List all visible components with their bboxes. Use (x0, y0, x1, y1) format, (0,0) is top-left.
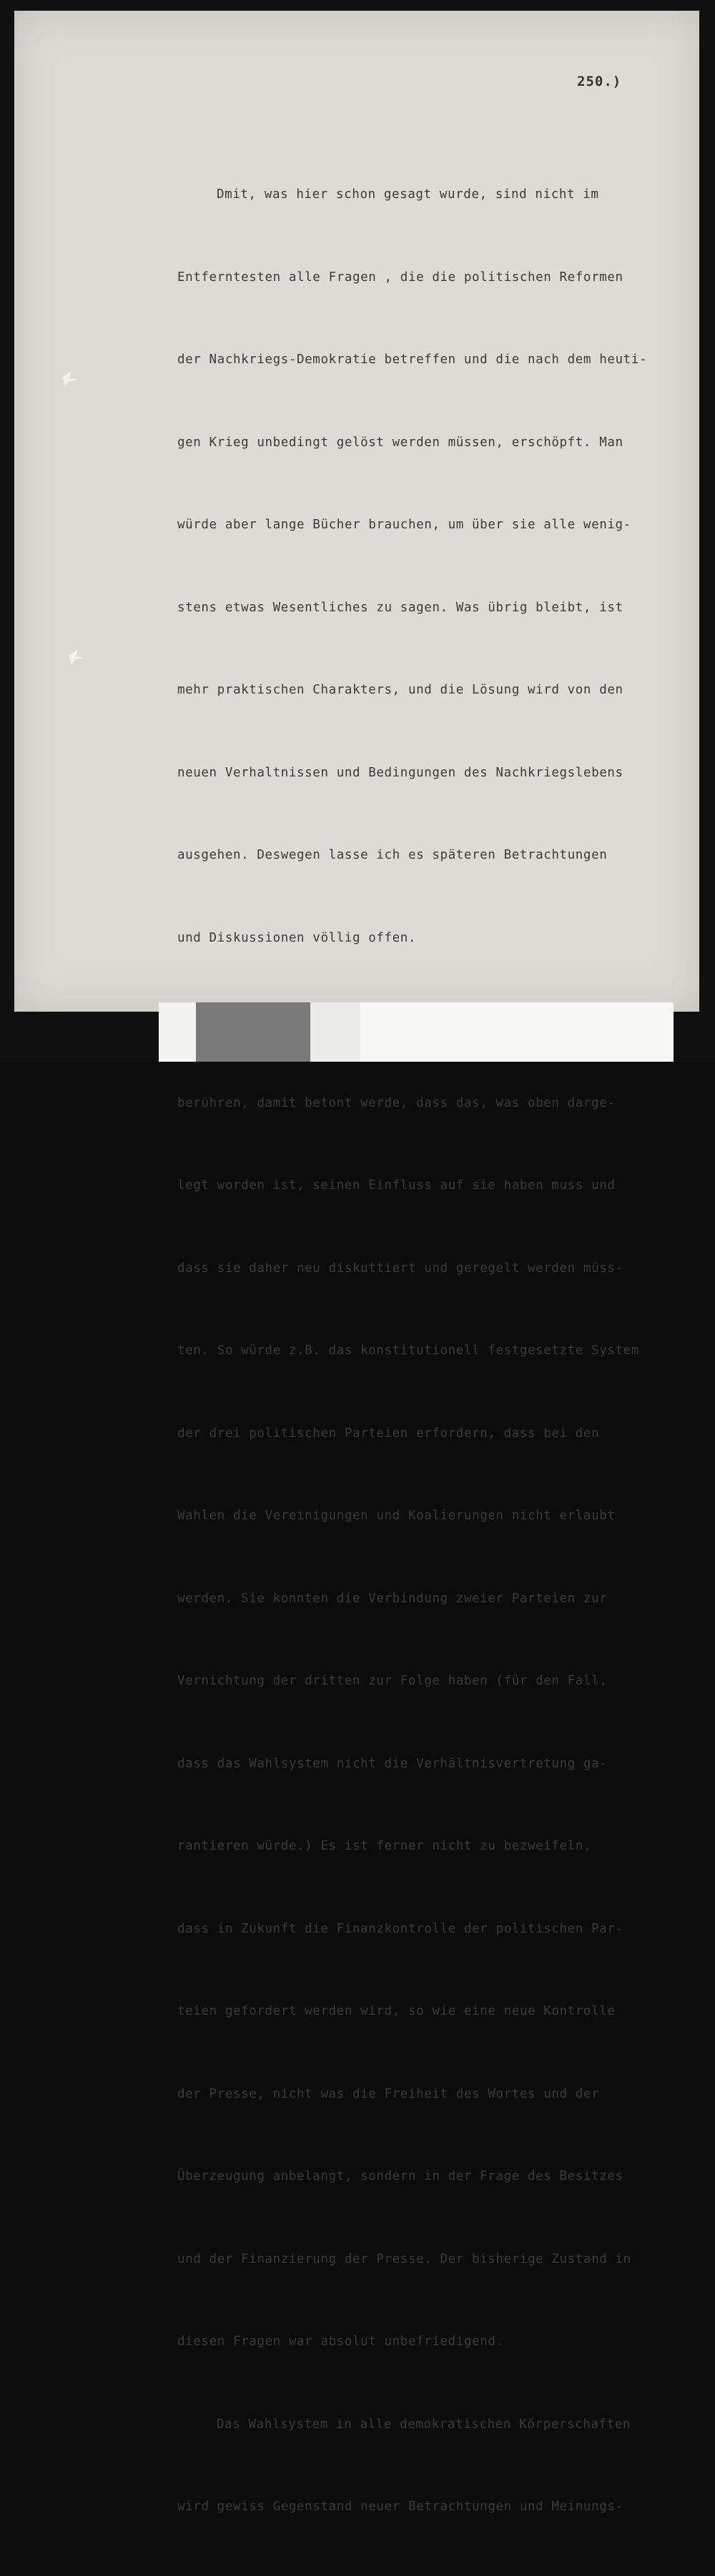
text-line: Überzeugung anbelangt, sondern in der Frage des Besitzes (177, 2169, 623, 2183)
text-line: stens etwas Wesentliches zu sagen. Was übrig bleibt, ist (177, 600, 623, 615)
text-line: teien gefordert werden wird, so wie eine neue Kontrolle (177, 2004, 616, 2018)
text-line: diesen Fragen war absolut unbefriedigend. (177, 2334, 504, 2349)
text-line: Wahlen die Vereinigungen und Koalierungen nicht erlaubt (177, 1509, 616, 1523)
scan-calibration-strip (159, 1002, 674, 1062)
punch-hole-mark (62, 371, 78, 387)
text-line: Vernichtung der dritten zur Folge haben (für den Fall, (177, 1674, 608, 1688)
text-line: und der Finanzierung der Presse. Der bisherige Zustand in (177, 2251, 631, 2266)
text-line: und Diskussionen völlig offen. (177, 930, 417, 945)
calibration-patch-gray (196, 1002, 310, 1062)
text-line: neuen Verhaltnissen und Bedingungen des Nachkriegslebens (177, 765, 623, 780)
text-line: mehr praktischen Charakters, und die Lösung wird von den (177, 683, 623, 697)
text-line: der Presse, nicht was die Freiheit des Wortes und der (177, 2086, 600, 2101)
text-line: Entferntesten alle Fragen , die die politischen Reformen (177, 270, 623, 285)
text-line: Das Wahlsystem in alle demokratischen Körperschaften (217, 2417, 631, 2432)
text-line: ten. So würde z.B. das konstitutionell festgesetzte System (177, 1343, 639, 1358)
text-line: ausgehen. Deswegen lasse ich es späteren Betrachtungen (177, 848, 608, 862)
text-line: wird gewiss Gegenstand neuer Betrachtungen und Meinungs- (177, 2499, 623, 2514)
text-line: rantieren würde.) Es ist ferner nicht zu bezweifeln, (177, 1839, 592, 1853)
text-line: Dmit, was hier schon gesagt wurde, sind nicht im (217, 187, 599, 202)
text-line: der Nachkriegs-Demokratie betreffen und die nach dem heuti- (177, 352, 648, 367)
text-line: dass in Zukunft die Finanzkontrolle der politischen Par- (177, 1921, 623, 1936)
text-line: würde aber lange Bücher brauchen, um über sie alle wenig- (177, 518, 631, 532)
text-line: dass das Wahlsystem nicht die Verhältnisvertretung ga- (177, 1756, 608, 1771)
text-line: der drei politischen Parteien erfordern, dass bei den (177, 1426, 600, 1441)
document-page (14, 11, 699, 2514)
typed-text-body (177, 126, 678, 2576)
text-line: gen Krieg unbedingt gelöst werden müssen, erschöpft. Man (177, 435, 623, 450)
punch-hole-mark (69, 649, 84, 665)
text-line: legt worden ist, seinen Einfluss auf sie haben muss und (177, 1178, 616, 1193)
page-number: 250.) (577, 74, 622, 89)
text-line: berühren, damit betont werde, dass das, was oben darge- (177, 1095, 616, 1110)
calibration-patch-white (360, 1002, 674, 1062)
text-line: dass sie daher neu diskuttiert und geregelt werden müss- (177, 1260, 623, 1275)
text-line: werden. Sie konnten die Verbindung zweier Parteien zur (177, 1591, 608, 1606)
calibration-patch-white (159, 1002, 196, 1062)
calibration-patch-light (310, 1002, 360, 1062)
